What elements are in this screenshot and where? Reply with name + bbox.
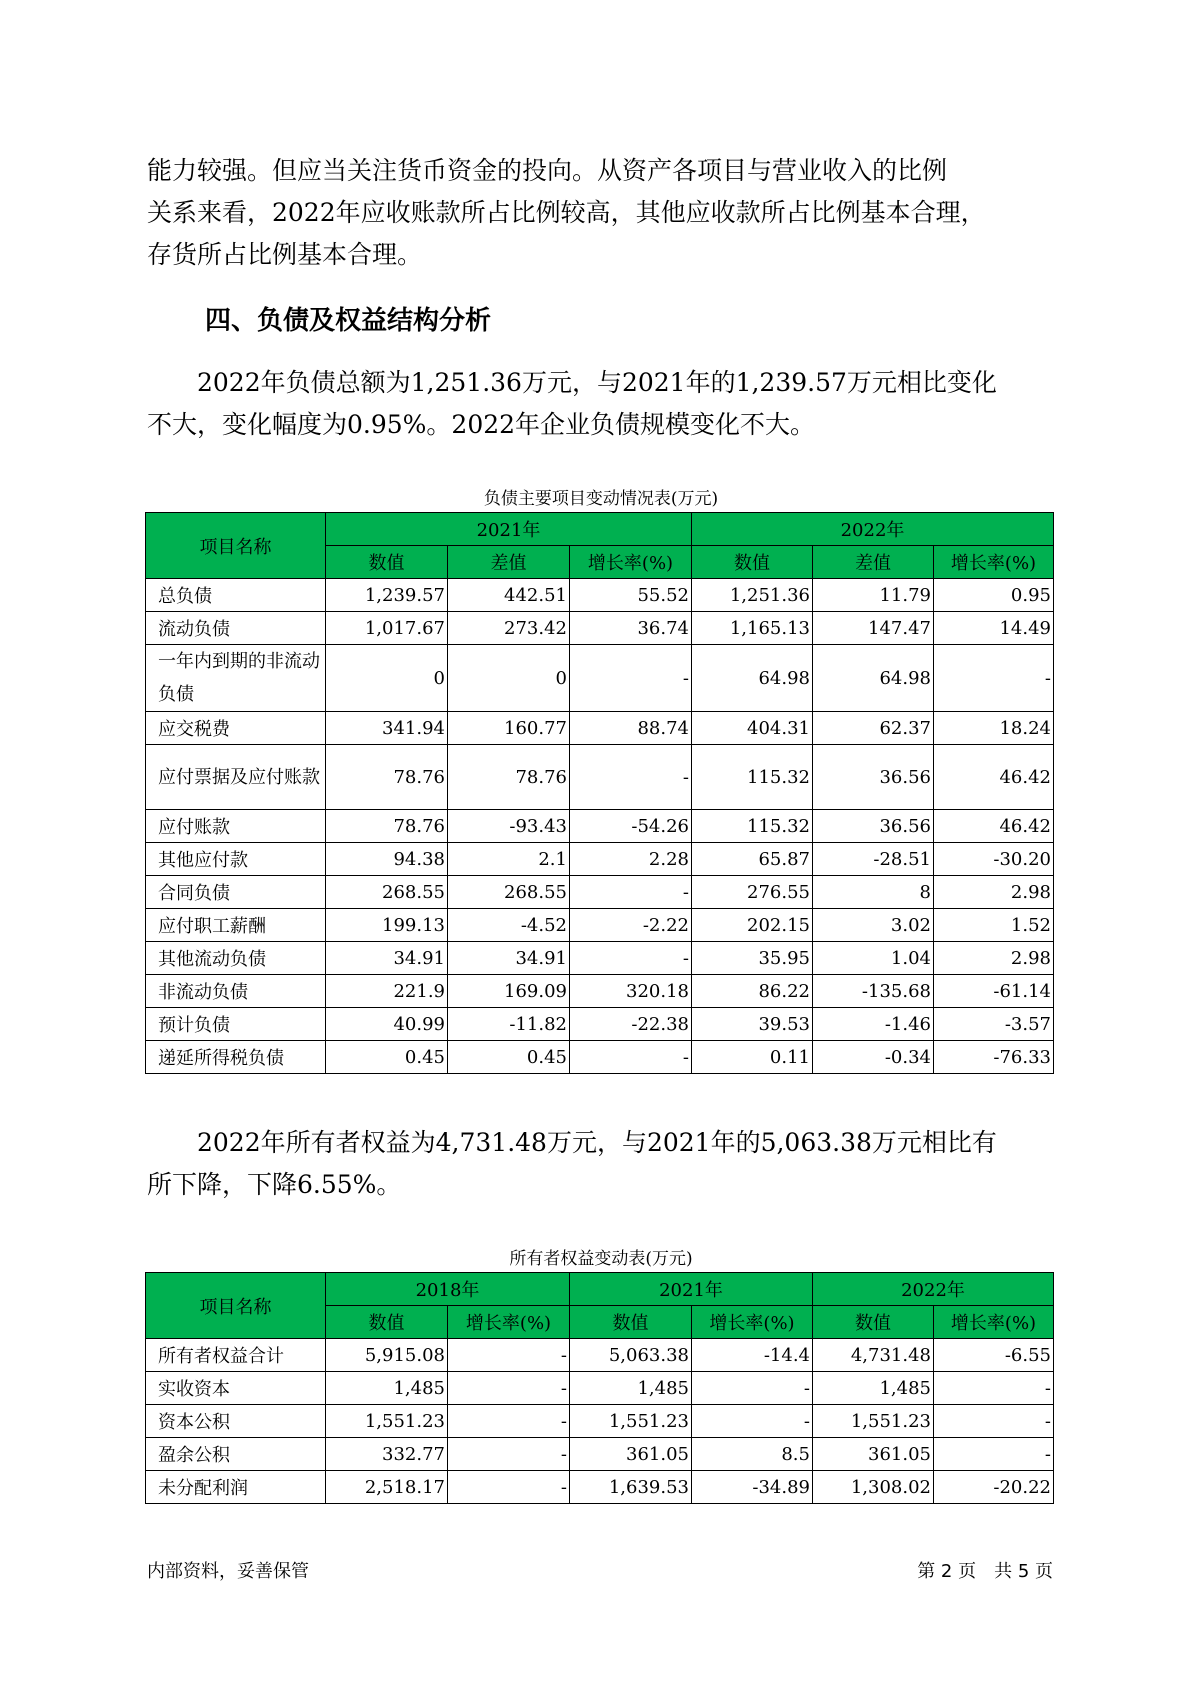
table-cell: -28.51 (813, 843, 934, 876)
liability-line: 不大，变化幅度为0.95%。2022年企业负债规模变化不大。 (147, 410, 816, 439)
name-header: 项目名称 (146, 1273, 326, 1339)
table-cell: 64.98 (692, 645, 813, 712)
table-cell: 147.47 (813, 612, 934, 645)
row-label: 其他流动负债 (146, 942, 326, 975)
table-cell: 115.32 (692, 810, 813, 843)
row-label: 一年内到期的非流动负债 (146, 645, 326, 712)
table-cell: 320.18 (570, 975, 692, 1008)
table-cell: 5,063.38 (570, 1339, 692, 1372)
table-cell: 5,915.08 (326, 1339, 448, 1372)
table-cell: -6.55 (934, 1339, 1054, 1372)
table-row (146, 942, 1054, 975)
liability-line: 2022年负债总额为1,251.36万元，与2021年的1,239.57万元相比变化 (147, 368, 997, 397)
liability-table-caption: 负债主要项目变动情况表(万元) (483, 489, 719, 509)
table-cell: - (934, 1405, 1054, 1438)
table-cell: 341.94 (326, 712, 448, 745)
table-cell: - (934, 1372, 1054, 1405)
equity-table-caption: 所有者权益变动表(万元) (509, 1249, 693, 1269)
row-label: 应付职工薪酬 (146, 909, 326, 942)
year-header: 2021年 (570, 1273, 813, 1306)
table-row (146, 810, 1054, 843)
table-cell: 1,239.57 (326, 579, 448, 612)
row-label: 所有者权益合计 (146, 1339, 326, 1372)
row-label: 实收资本 (146, 1372, 326, 1405)
table-cell: -34.89 (692, 1471, 813, 1504)
table-cell: 1,485 (326, 1372, 448, 1405)
table-cell: 86.22 (692, 975, 813, 1008)
table-cell: 18.24 (934, 712, 1054, 745)
table-cell: 35.95 (692, 942, 813, 975)
table-cell: 36.74 (570, 612, 692, 645)
table-cell: - (934, 645, 1054, 712)
table-row (146, 579, 1054, 612)
sub-header: 数值 (692, 546, 813, 579)
table-row (146, 612, 1054, 645)
table-cell: 199.13 (326, 909, 448, 942)
row-label: 应付票据及应付账款 (146, 745, 326, 810)
table-cell: -22.38 (570, 1008, 692, 1041)
table-cell: 0.95 (934, 579, 1054, 612)
table-row (146, 712, 1054, 745)
table-row (146, 745, 1054, 810)
table-cell: -135.68 (813, 975, 934, 1008)
table-cell: 0.11 (692, 1041, 813, 1074)
table-cell: 361.05 (570, 1438, 692, 1471)
table-cell: 1,551.23 (813, 1405, 934, 1438)
row-label: 递延所得税负债 (146, 1041, 326, 1074)
sub-header: 数值 (813, 1306, 934, 1339)
table-row (146, 645, 1054, 712)
sub-header: 增长率(%) (934, 546, 1054, 579)
row-label: 流动负债 (146, 612, 326, 645)
sub-header: 增长率(%) (570, 546, 692, 579)
equity-table-body (146, 1339, 1054, 1504)
table-cell: -0.34 (813, 1041, 934, 1074)
table-cell: 4,731.48 (813, 1339, 934, 1372)
table-cell: 40.99 (326, 1008, 448, 1041)
table-row (146, 876, 1054, 909)
table-cell: 273.42 (448, 612, 570, 645)
table-row (146, 1438, 1054, 1471)
table-cell: 65.87 (692, 843, 813, 876)
table-row (146, 909, 1054, 942)
table-cell: 0.45 (326, 1041, 448, 1074)
table-cell: 14.49 (934, 612, 1054, 645)
table-cell: - (570, 1041, 692, 1074)
table-row (146, 1008, 1054, 1041)
table-cell: 1,485 (813, 1372, 934, 1405)
table-cell: -30.20 (934, 843, 1054, 876)
table-cell: 36.56 (813, 745, 934, 810)
row-label: 应付账款 (146, 810, 326, 843)
row-label: 非流动负债 (146, 975, 326, 1008)
table-cell: -1.46 (813, 1008, 934, 1041)
intro-line: 能力较强。但应当关注货币资金的投向。从资产各项目与营业收入的比例 (147, 156, 948, 185)
table-cell: - (448, 1438, 570, 1471)
table-cell: 1,551.23 (570, 1405, 692, 1438)
table-cell: 2.1 (448, 843, 570, 876)
table-cell: 46.42 (934, 810, 1054, 843)
table-cell: - (692, 1372, 813, 1405)
table-cell: - (570, 942, 692, 975)
equity-line: 所下降，下降6.55%。 (147, 1170, 402, 1199)
table-cell: 160.77 (448, 712, 570, 745)
table-cell: -2.22 (570, 909, 692, 942)
row-label: 未分配利润 (146, 1471, 326, 1504)
table-row (146, 843, 1054, 876)
table-cell: 221.9 (326, 975, 448, 1008)
table-cell: 1.04 (813, 942, 934, 975)
intro-line: 关系来看，2022年应收账款所占比例较高，其他应收款所占比例基本合理， (147, 198, 986, 227)
table-cell: 39.53 (692, 1008, 813, 1041)
table-cell: 1,308.02 (813, 1471, 934, 1504)
table-cell: 1,485 (570, 1372, 692, 1405)
table-cell: - (934, 1438, 1054, 1471)
table-cell: 1.52 (934, 909, 1054, 942)
table-cell: 88.74 (570, 712, 692, 745)
table-cell: -4.52 (448, 909, 570, 942)
year-header: 2018年 (326, 1273, 570, 1306)
table-cell: 169.09 (448, 975, 570, 1008)
table-cell: -3.57 (934, 1008, 1054, 1041)
row-label: 资本公积 (146, 1405, 326, 1438)
table-cell: 0 (326, 645, 448, 712)
table-cell: 78.76 (326, 810, 448, 843)
table-cell: -11.82 (448, 1008, 570, 1041)
row-label: 预计负债 (146, 1008, 326, 1041)
table-row (146, 1471, 1054, 1504)
row-label: 合同负债 (146, 876, 326, 909)
table-cell: 442.51 (448, 579, 570, 612)
table-cell: 36.56 (813, 810, 934, 843)
table-row (146, 1405, 1054, 1438)
liability-table (145, 512, 1054, 1074)
table-cell: - (448, 1339, 570, 1372)
equity-line: 2022年所有者权益为4,731.48万元，与2021年的5,063.38万元相比有 (147, 1128, 997, 1157)
table-cell: -93.43 (448, 810, 570, 843)
table-cell: 2,518.17 (326, 1471, 448, 1504)
table-cell: - (448, 1372, 570, 1405)
table-row (146, 975, 1054, 1008)
intro-paragraph (147, 150, 1047, 276)
year-header: 2022年 (692, 513, 1054, 546)
liability-paragraph (147, 362, 1047, 446)
equity-paragraph (147, 1122, 1047, 1206)
table-cell: 64.98 (813, 645, 934, 712)
table-row (146, 1372, 1054, 1405)
section-title: 四、负债及权益结构分析 (205, 306, 492, 336)
table-cell: 34.91 (448, 942, 570, 975)
liability-table-body (146, 579, 1054, 1074)
table-cell: 1,639.53 (570, 1471, 692, 1504)
table-cell: 276.55 (692, 876, 813, 909)
table-cell: 11.79 (813, 579, 934, 612)
intro-line: 存货所占比例基本合理。 (147, 240, 423, 269)
table-cell: 78.76 (326, 745, 448, 810)
row-label: 其他应付款 (146, 843, 326, 876)
sub-header: 数值 (326, 1306, 448, 1339)
table-cell: 46.42 (934, 745, 1054, 810)
page-number: 第 2 页 共 5 页 (917, 1561, 1053, 1582)
table-cell: - (448, 1405, 570, 1438)
table-cell: -54.26 (570, 810, 692, 843)
row-label: 总负债 (146, 579, 326, 612)
table-cell: -61.14 (934, 975, 1054, 1008)
sub-header: 差值 (813, 546, 934, 579)
table-cell: 115.32 (692, 745, 813, 810)
year-header: 2022年 (813, 1273, 1054, 1306)
table-cell: 361.05 (813, 1438, 934, 1471)
table-cell: 62.37 (813, 712, 934, 745)
table-cell: - (692, 1405, 813, 1438)
table-cell: 202.15 (692, 909, 813, 942)
table-cell: 1,251.36 (692, 579, 813, 612)
row-label: 盈余公积 (146, 1438, 326, 1471)
sub-header: 增长率(%) (934, 1306, 1054, 1339)
table-cell: 94.38 (326, 843, 448, 876)
table-cell: 8 (813, 876, 934, 909)
sub-header: 差值 (448, 546, 570, 579)
equity-table (145, 1272, 1054, 1504)
table-cell: 34.91 (326, 942, 448, 975)
table-cell: 78.76 (448, 745, 570, 810)
table-cell: 0 (448, 645, 570, 712)
table-cell: -14.4 (692, 1339, 813, 1372)
table-cell: 2.98 (934, 942, 1054, 975)
table-cell: 404.31 (692, 712, 813, 745)
table-row (146, 1339, 1054, 1372)
sub-header: 数值 (570, 1306, 692, 1339)
table-cell: 268.55 (448, 876, 570, 909)
table-cell: 0.45 (448, 1041, 570, 1074)
table-cell: -76.33 (934, 1041, 1054, 1074)
sub-header: 增长率(%) (448, 1306, 570, 1339)
table-cell: - (570, 645, 692, 712)
table-cell: 3.02 (813, 909, 934, 942)
table-cell: - (570, 745, 692, 810)
sub-header: 增长率(%) (692, 1306, 813, 1339)
table-cell: 2.98 (934, 876, 1054, 909)
year-header: 2021年 (326, 513, 692, 546)
table-cell: 2.28 (570, 843, 692, 876)
table-cell: 332.77 (326, 1438, 448, 1471)
table-row (146, 1041, 1054, 1074)
table-cell: 1,017.67 (326, 612, 448, 645)
table-cell: 1,165.13 (692, 612, 813, 645)
table-cell: -20.22 (934, 1471, 1054, 1504)
table-cell: 1,551.23 (326, 1405, 448, 1438)
table-cell: - (570, 876, 692, 909)
sub-header: 数值 (326, 546, 448, 579)
footer-note: 内部资料，妥善保管 (147, 1561, 309, 1582)
row-label: 应交税费 (146, 712, 326, 745)
table-cell: - (448, 1471, 570, 1504)
table-cell: 8.5 (692, 1438, 813, 1471)
table-cell: 268.55 (326, 876, 448, 909)
table-cell: 55.52 (570, 579, 692, 612)
name-header: 项目名称 (146, 513, 326, 579)
